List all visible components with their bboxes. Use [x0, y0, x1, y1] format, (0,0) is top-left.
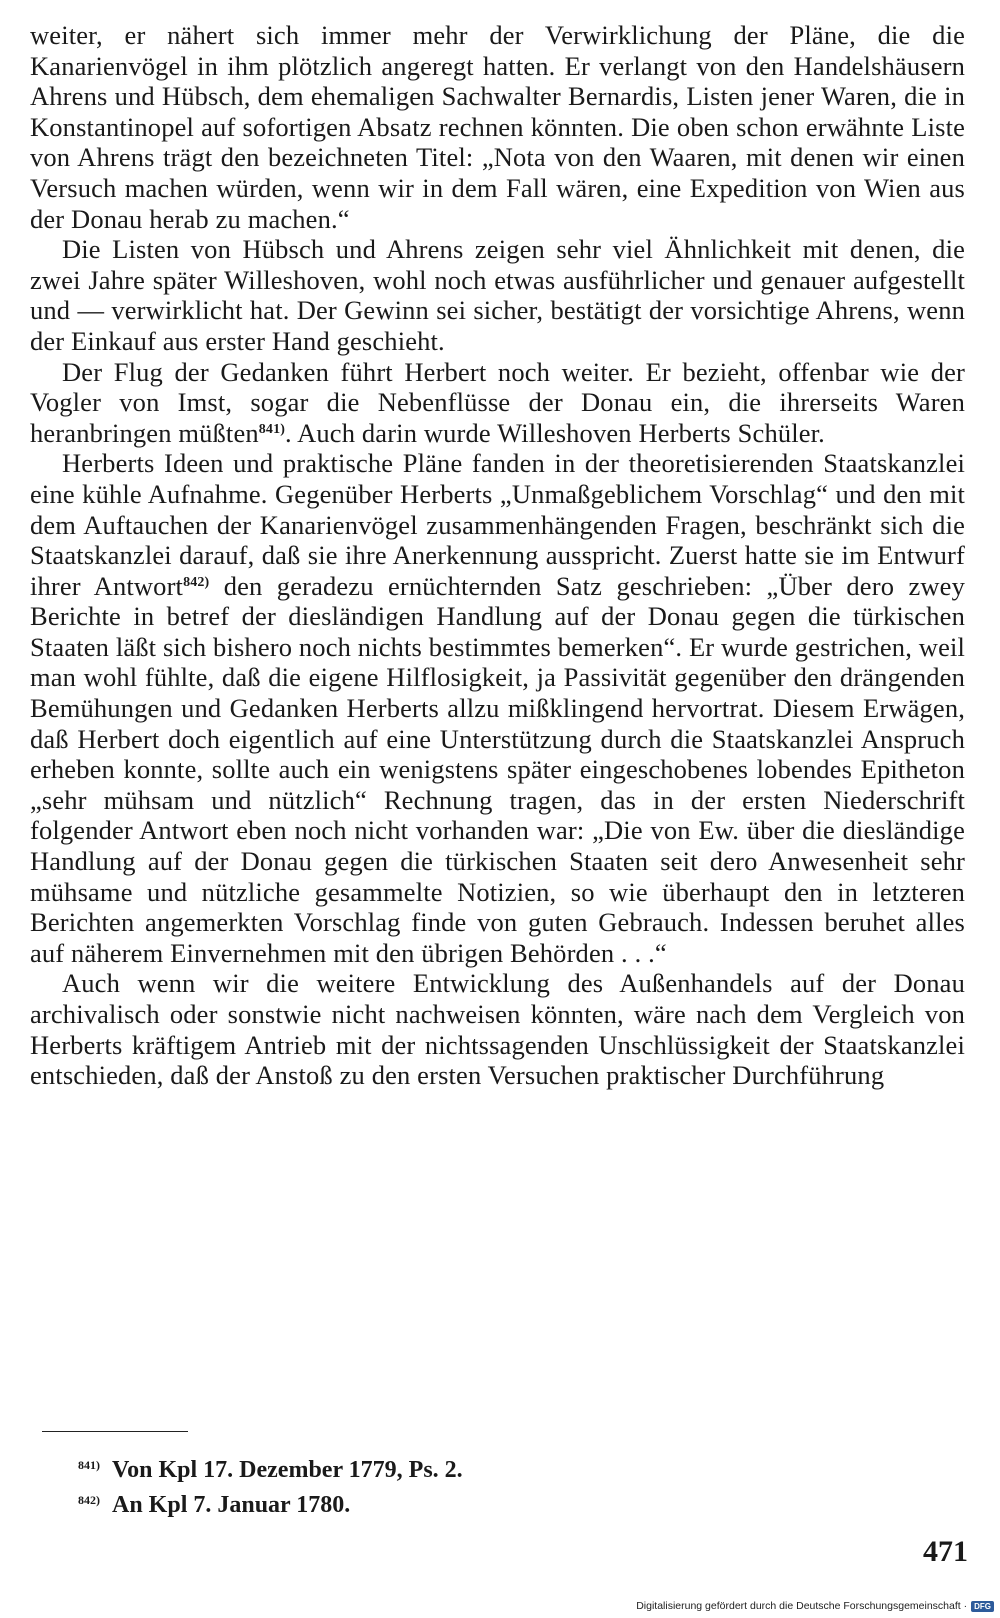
footnote-marker: 842)	[78, 1493, 100, 1507]
digitization-credit	[636, 1600, 994, 1612]
paragraph-text: . Auch darin wurde Willeshoven Herberts Schüler.	[285, 417, 825, 448]
footnote-841	[78, 1450, 463, 1485]
paragraph-text: Herberts Ideen und praktische Pläne fanden in der theoretisierenden Staatskanzlei eine kühle Aufnahme. Gegenüber Herberts „Unmaßgeblichem Vorschlag“ und den mit dem Auftauchen der Kanarienvögel zusammenhängenden Fragen, beschränkt sich die Staatskanzlei darauf, daß sie ihre Anerkennung ausspricht. Zuerst hatte sie im Entwurf ihrer Antwort	[30, 448, 965, 601]
footnote-marker: 841)	[78, 1458, 100, 1472]
paragraph-text: Die Listen von Hübsch und Ahrens zeigen sehr viel Ähnlichkeit mit denen, die zwei Jahre später Willeshoven, wohl noch etwas ausführlicher und genauer aufgestellt und — verwirklicht hat. Der Gewinn sei sicher, bestätigt der vorsichtige Ahrens, wenn der Einkauf aus erster Hand geschieht.	[30, 234, 965, 356]
paragraph-1	[30, 20, 965, 234]
footnotes	[78, 1450, 463, 1520]
footnote-text: An Kpl 7. Januar 1780.	[112, 1492, 351, 1518]
paragraph-text: Auch wenn wir die weitere Entwicklung des Außenhandels auf der Donau archivalisch oder sonstwie nicht nachweisen könnten, wäre nach dem Vergleich von Herberts kräftigem Antrieb mit der nichtssagenden Unschlüssigkeit der Staatskanzlei entschieden, daß der Anstoß zu den ersten Versuchen praktischer Durchführung	[30, 968, 965, 1091]
footnote-ref[interactable]: 841)	[258, 421, 286, 437]
page-body	[30, 20, 965, 1091]
footnote-842	[78, 1485, 463, 1520]
footnote-ref[interactable]: 842)	[183, 574, 210, 590]
paragraph-4	[30, 448, 965, 968]
paragraph-2	[30, 234, 965, 356]
footnote-divider	[42, 1431, 188, 1432]
page-number: 471	[923, 1535, 968, 1568]
paragraph-text: weiter, er nähert sich immer mehr der Verwirklichung der Pläne, die die Kanarienvögel in ihm plötzlich angeregt hatten. Er verlangt von den Handelshäusern Ahrens und Hübsch, dem ehemaligen Sachwalter Bernardis, Listen jener Waren, die in Konstantinopel auf sofortigen Absatz rechnen könnten. Die oben schon erwähnte Liste von Ahrens trägt den bezeichneten Titel: „Nota von den Waaren, mit denen wir einen Versuch machen würden, wenn wir in dem Fall wären, eine Expedition von Wien aus der Donau herab zu machen.“	[30, 20, 965, 234]
paragraph-3	[30, 357, 965, 449]
paragraph-text: den geradezu ernüchternden Satz geschrieben: „Über dero zwey Berichte in betref der diesländigen Handlung auf der Donau gegen die türkischen Staaten läßt sich bishero noch nichts bestimmtes bemerken“. Er wurde gestrichen, weil man wohl fühlte, daß die eigene Hilflosigkeit, ja Passivität gegenüber den drängenden Bemühungen und Gedanken Herberts allzu mißklingend hervortrat. Diesem Erwägen, daß Herbert doch eigentlich auf eine Unterstützung durch die Staatskanzlei Anspruch erheben konnte, sollte auch ein wenigstens später eingeschobenes lobendes Epitheton „sehr mühsam und nützlich“ Rechnung tragen, das in der ersten Niederschrift folgender Antwort eben noch nicht vorhanden war: „Die von Ew. über die diesländige Handlung auf der Donau gegen die türkischen Staaten seit dero Anwesenheit sehr mühsame und nützliche gesammelte Notizien, so wie überhaupt den in letzteren Berichten angemerkten Vorschlag finde von guten Gebrauch. Indessen beruhet alles auf näherem Einvernehmen mit den übrigen Behörden . . .“	[30, 570, 965, 968]
dfg-logo: DFG	[971, 1601, 994, 1612]
paragraph-5	[30, 968, 965, 1090]
footnote-text: Von Kpl 17. Dezember 1779, Ps. 2.	[112, 1457, 463, 1483]
paragraph-text: Der Flug der Gedanken führt Herbert noch weiter. Er bezieht, offenbar wie der Vogler von Imst, sogar die Nebenflüsse der Donau ein, die ihrerseits Waren heranbringen müßten	[30, 356, 965, 448]
credit-text: Digitalisierung gefördert durch die Deutsche Forschungsgemeinschaft ·	[636, 1600, 968, 1612]
